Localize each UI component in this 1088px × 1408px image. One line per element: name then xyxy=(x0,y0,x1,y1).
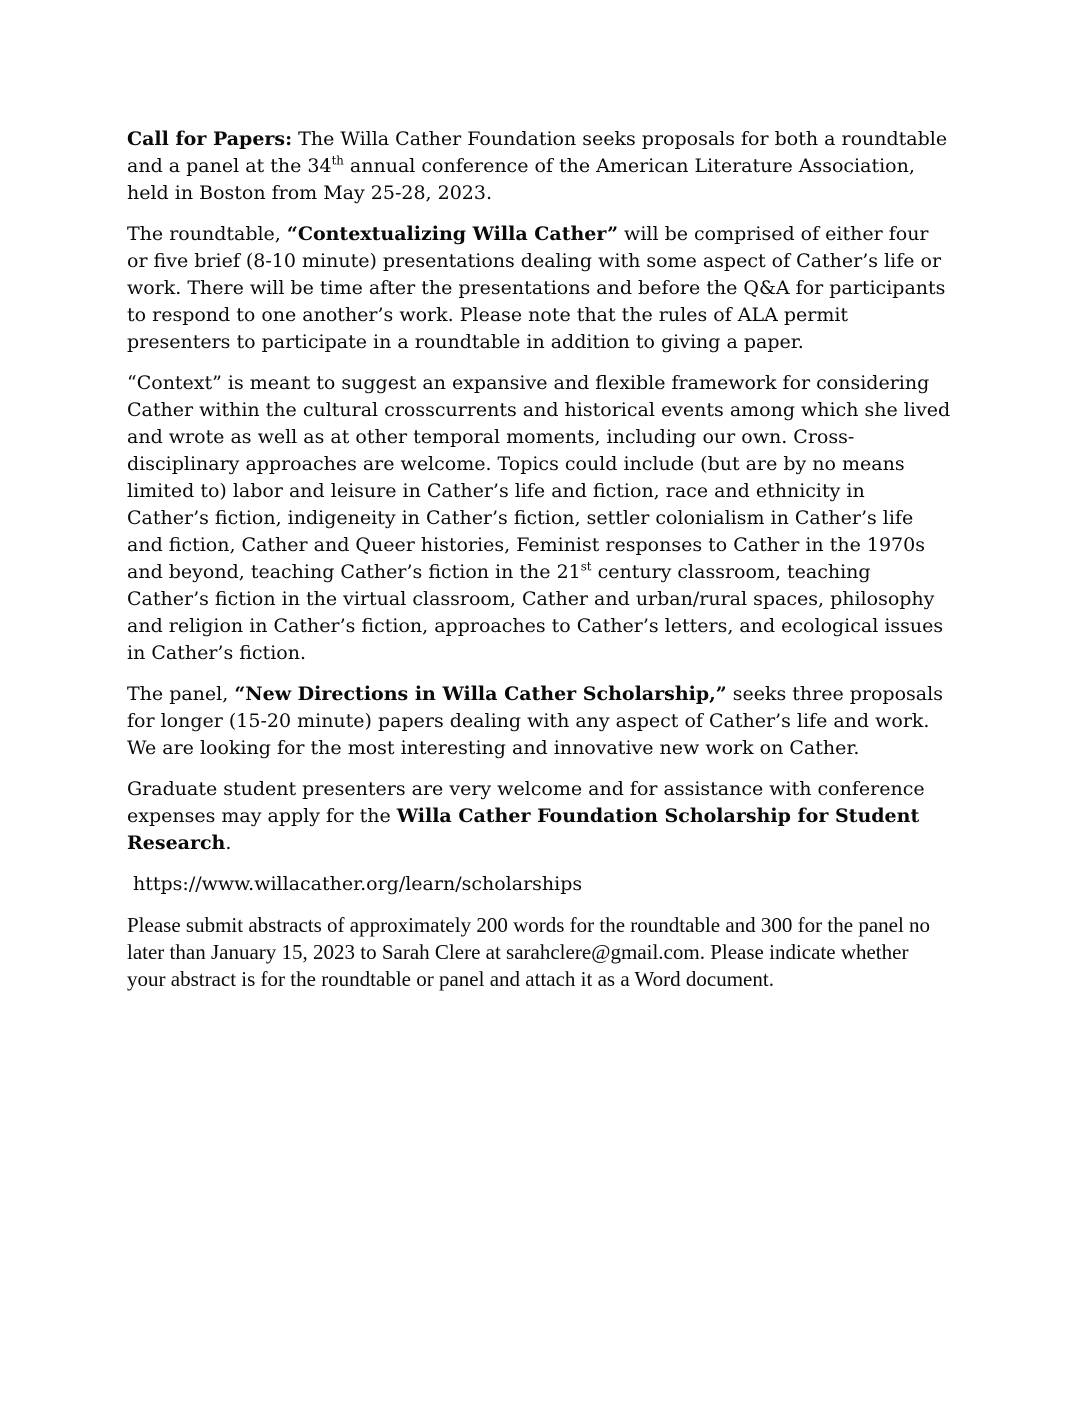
paragraph-submission-instructions xyxy=(127,912,951,993)
context-text-continued: century classroom, teaching Cather’s fiction in the virtual classroom, Cather and urban/rural spaces, philosophy and religion in Cather’s fiction, approaches to Cather’s letters, and ecological issues in Cather’s fiction. xyxy=(127,561,944,664)
call-for-papers-lead-bold: Call for Papers: xyxy=(127,128,293,150)
ordinal-superscript-th: th xyxy=(331,153,344,168)
document-page xyxy=(127,126,951,1007)
context-text-body: “Context” is meant to suggest an expansive and flexible framework for considering Cather within the cultural crosscurrents and historical events among which she lived and wrote as well as at other temporal moments, including our own. Cross-disciplinary approaches are welcome. Topics could include (but are by no means limited to) labor and leisure in Cather’s life and fiction, race and ethnicity in Cather’s fiction, indigeneity in Cather’s fiction, settler colonialism in Cather’s life and fiction, Cather and Queer histories, Feminist responses to Cather in the 1970s and beyond, teaching Cather’s fiction in the 21 xyxy=(127,372,951,583)
scholarships-url-link[interactable]: https://www.willacather.org/learn/scholarships xyxy=(133,873,583,895)
paragraph-roundtable xyxy=(127,221,951,356)
paragraph-context xyxy=(127,370,951,667)
paragraph-scholarships-url xyxy=(133,871,951,898)
roundtable-title-bold: “Contextualizing Willa Cather” xyxy=(286,223,619,245)
ordinal-superscript-st: st xyxy=(580,559,592,574)
call-for-papers-text-continued: annual conference of the American Literature Association, held in Boston from May 25-28, 2023. xyxy=(127,155,915,204)
panel-title-bold: “New Directions in Willa Cather Scholarship,” xyxy=(234,683,727,705)
panel-text-lead: The panel, xyxy=(127,683,235,705)
roundtable-text-body: will be comprised of either four or five brief (8-10 minute) presentations dealing with some aspect of Cather’s life or work. There will be time after the presentations and before the Q&A for participants to respond to one another’s work. Please note that the rules of ALA permit presenters to participate in a roundtable in addition to giving a paper. xyxy=(127,223,946,353)
submission-text-body: Please submit abstracts of approximately 200 words for the roundtable and 300 for the panel no later than January 15, 2023 to Sarah Clere at sarahclere@gmail.com. Please indicate whether your abstract is for the roundtable or panel and attach it as a Word document. xyxy=(127,913,931,991)
graduate-text-period: . xyxy=(225,832,232,854)
paragraph-graduate-students xyxy=(127,776,951,857)
scholarship-name-bold: Willa Cather Foundation Scholarship for Student Research xyxy=(127,805,920,854)
paragraph-panel xyxy=(127,681,951,762)
graduate-text-lead: Graduate student presenters are very welcome and for assistance with conference expenses may apply for the xyxy=(127,778,925,827)
paragraph-call-for-papers xyxy=(127,126,951,207)
panel-text-body: seeks three proposals for longer (15-20 minute) papers dealing with any aspect of Cather’s life and work. We are looking for the most interesting and innovative new work on Cather. xyxy=(127,683,943,759)
call-for-papers-text: The Willa Cather Foundation seeks proposals for both a roundtable and a panel at the 34 xyxy=(127,128,948,177)
roundtable-text-lead: The roundtable, xyxy=(127,223,287,245)
